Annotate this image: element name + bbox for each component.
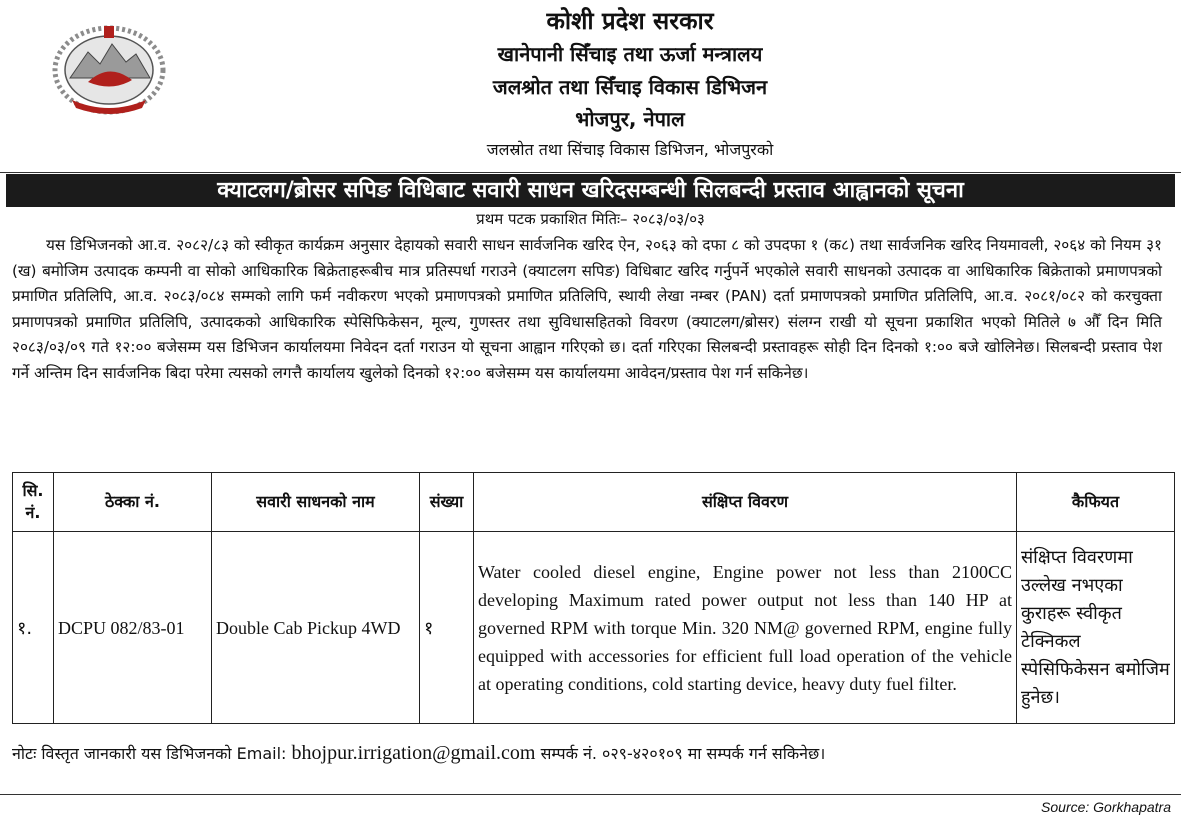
- nepal-government-emblem-icon: [50, 18, 168, 116]
- table-row: [13, 532, 1175, 724]
- table-header-row: [13, 473, 1175, 532]
- col-header-quantity: संख्या: [420, 473, 474, 532]
- col-header-sn: सि. नं.: [13, 473, 54, 532]
- province-name: कोशी प्रदेश सरकार: [546, 7, 714, 35]
- divider: [0, 794, 1181, 795]
- email-link[interactable]: bhojpur.irrigation@gmail.com: [291, 742, 536, 764]
- divider: [0, 172, 1181, 173]
- issuer-line: जलस्रोत तथा सिंचाइ विकास डिभिजन, भोजपुरको: [486, 140, 774, 159]
- cell-quantity: १: [420, 532, 474, 724]
- col-header-contract-no: ठेक्का नं.: [54, 473, 212, 532]
- notice-body: यस डिभिजनको आ.व. २०८२/८३ को स्वीकृत कार्यक्रम अनुसार देहायको सवारी साधन सार्वजनिक खरिद ऐन, २०६३ को दफा ८ को उपदफा १ (क८) तथा सार्वजनिक खरिद नियमावली, २०६४ को नियम ३१ (ख) बमोजिम उत्पादक कम्पनी वा सोको आधिकारिक बिक्रेताहरूबीच मात्र प्रतिस्पर्धा गराउने (क्याटलग सपिङ) विधिबाट खरिद गर्नुपर्ने भएकोले सवारी साधनको उत्पादक वा आधिकारिक बिक्रेताको प्रमाणपत्रको प्रमाणित प्रतिलिपि, आ.व. २०८३/०८४ सम्मको लागि फर्म नवीकरण भएको प्रमाणपत्रको प्रमाणित प्रतिलिपि, स्थायी लेखा नम्बर (PAN) दर्ता प्रमाणपत्रको प्रमाणित प्रतिलिपि, आ.व. २०८१/०८२ को करचुक्ता प्रमाणपत्रको प्रमाणित प्रतिलिपि, उत्पादकको आधिकारिक स्पेसिफिकेसन, मूल्य, गुणस्तर तथा सुविधासहितको विवरण (क्याटलग/ब्रोसर) संलग्न राखी यो सूचना प्रकाशित भएको मितिले ७ औँ दिन मिति २०८३/०३/०९ गते १२:०० बजेसम्म यस डिभिजन कार्यालयमा निवेदन दर्ता गराउन यो सूचना आह्वान गरिएको छ। दर्ता गरिएका सिलबन्दी प्रस्तावहरू सोही दिन दिनको १:०० बजे खोलिनेछ। सिलबन्दी प्रस्ताव पेश गर्ने अन्तिम दिन सार्वजनिक बिदा परेमा त्यसको लगत्तै कार्यालय खुलेको दिनको १२:०० बजेसम्म यस कार्यालयमा आवेदन/प्रस्ताव पेश गर्न सकिनेछ।: [12, 236, 1162, 382]
- cell-vehicle-name: Double Cab Pickup 4WD: [212, 532, 420, 724]
- ministry-name: खानेपानी सिँचाइ तथा ऊर्जा मन्त्रालय: [497, 42, 763, 66]
- cell-remarks: संक्षिप्त विवरणमा उल्लेख नभएका कुराहरू स्वीकृत टेक्निकल स्पेसिफिकेसन बमोजिम हुनेछ।: [1017, 532, 1175, 724]
- cell-sn: १.: [13, 532, 54, 724]
- office-header: [200, 4, 1060, 164]
- location: भोजपुर, नेपाल: [575, 107, 685, 131]
- source-credit: Source: Gorkhapatra: [1041, 799, 1171, 815]
- contact-note: [12, 740, 1172, 767]
- cell-contract-no: DCPU 082/83-01: [54, 532, 212, 724]
- col-header-remarks: कैफियत: [1017, 473, 1175, 532]
- note-prefix: नोटः विस्तृत जानकारी यस डिभिजनको Email:: [12, 744, 287, 763]
- note-contact: सम्पर्क नं. ०२९-४२०१०९ मा सम्पर्क गर्न सकिनेछ।: [540, 744, 826, 763]
- col-header-vehicle-name: सवारी साधनको नाम: [212, 473, 420, 532]
- col-header-description: संक्षिप्त विवरण: [474, 473, 1017, 532]
- notice-title-banner: क्याटलग/ब्रोसर सपिङ विधिबाट सवारी साधन खरिदसम्बन्धी सिलबन्दी प्रस्ताव आह्वानको सूचना: [6, 174, 1175, 207]
- cell-description: Water cooled diesel engine, Engine power not less than 2100CC developing Maximum rated power output not less than 140 HP at governed RPM with torque Min. 320 NM@ governed RPM, engine fully equipped with accessories for efficient full load operation of the vehicle at operating conditions, cold starting device, heavy duty fuel filter.: [474, 532, 1017, 724]
- division-name: जलश्रोत तथा सिँचाइ विकास डिभिजन: [492, 75, 768, 99]
- vehicle-table: [12, 472, 1175, 724]
- published-date: प्रथम पटक प्रकाशित मितिः– २०८३/०३/०३: [476, 210, 705, 228]
